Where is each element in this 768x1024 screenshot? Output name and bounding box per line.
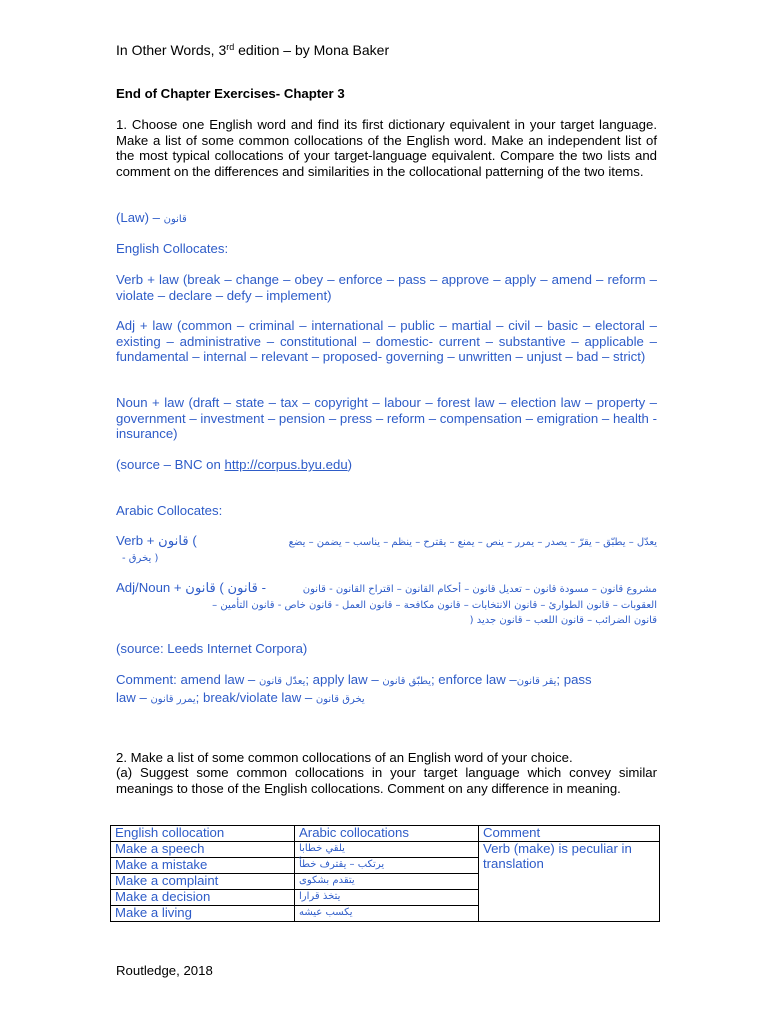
word-line-english: (Law) – [116,210,164,225]
source-leeds: (source: Leeds Internet Corpora) [116,641,308,656]
adjnoun-line3: قانون الضرائب – قانون اللعب – قانون جديد ( [469,615,657,627]
header-title-suffix: edition – by Mona Baker [234,42,390,58]
exercise2-prompt-a: (a) Suggest some common collocations in your target language which convey similar meanings to those of the English collocations. Comment on any difference in meaning. [116,765,657,796]
verb-arabic-line2: - يخرق ) [122,552,159,564]
table-header-comment: Comment [479,826,660,842]
chapter-heading: End of Chapter Exercises- Chapter 3 [116,86,345,101]
comment-arabic-amend: يعدّل قانون [258,676,306,687]
source-bnc [116,457,657,473]
comment-pass: ; pass [556,672,592,687]
table-cell-arabic: يلقي خطابا [295,842,479,858]
adjnoun-label: Adj/Noun + قانون ) قانون - [116,580,267,595]
table-cell-english: Make a speech [111,842,295,858]
noun-law-collocates: Noun + law (draft – state – tax – copyright – labour – forest law – election law – property – government – investment – pension – press – reform – compensation – emigration – health - insurance) [116,395,657,442]
footer-year: , 2018 [176,963,213,978]
word-line [116,210,657,228]
comment-break: ; break/violate law – [195,689,316,705]
comment-label: Comment: amend law – [116,672,259,687]
table-cell-english: Make a decision [111,890,295,906]
comment-law: law – [116,689,151,705]
comment-block [116,672,657,707]
table-cell-english: Make a complaint [111,874,295,890]
table-cell-comment: Verb (make) is peculiar in translation [479,842,660,922]
table-cell-arabic: يتخذ قرارا [295,890,479,906]
exercise1-prompt: 1. Choose one English word and find its first dictionary equivalent in your target language. Make a list of some common collocations of the English word. Make an independent list of the most typical collocations of your target-language equivalent. Compare the two lists and comment on the differences and similarities in the collocational patterning of the two items. [116,117,657,179]
table-cell-arabic: يرتكب – يقترف خطأ [295,858,479,874]
comment-arabic-enforce: يقر قانون [516,676,557,687]
comment-arabic-apply: يطبّق قانون [382,676,431,687]
page-footer [116,963,213,978]
header-superscript: rd [226,42,235,52]
table-header-english: English collocation [111,826,295,842]
word-line-arabic: قانون [163,214,187,225]
arabic-collocates-label: Arabic Collocates: [116,503,223,518]
verb-law-collocates: Verb + law (break – change – obey – enforce – pass – approve – apply – amend – reform – violate – declare – defy – implement) [116,272,657,303]
verb-arabic-label: Verb + قانون ( [116,533,197,548]
comment-enforce: ; enforce law – [430,672,517,687]
verb-arabic-collocates [116,533,657,566]
comment-arabic-break: يخرق قانون [315,693,365,705]
table-header-arabic: Arabic collocations [295,826,479,842]
source-prefix: (source – BNC on [116,457,225,472]
table-cell-arabic: يتقدم بشكوى [295,874,479,890]
header-title-prefix: In Other Words, 3 [116,42,227,58]
table-row [111,842,660,858]
table-header-row [111,826,660,842]
footer-publisher: Routledge [116,963,177,978]
adjnoun-arabic-collocates [116,580,657,629]
table-cell-arabic: يكسب عيشه [295,906,479,922]
source-suffix: ) [347,457,353,472]
corpus-link[interactable]: http://corpus.byu.edu [224,457,348,472]
collocation-table [110,825,660,922]
adj-law-collocates: Adj + law (common – criminal – international – public – martial – civil – basic – electoral – existing – administrative – constitutional – domestic- current – substantive – applicable – fundamental – internal – relevant – proposed- governing – unwritten – unjust – bad – strict) [116,318,657,365]
exercise2-prompt: 2. Make a list of some common collocations of an English word of your choice. [116,750,573,765]
english-collocates-label: English Collocates: [116,241,229,256]
adjnoun-line2: العقوبات – قانون الطوارئ – قانون الانتخابات – قانون مكافحة – قانون العمل - قانون خاص - قانون التأمين – [212,599,657,611]
adjnoun-line1: مشروع قانون – مسودة قانون – تعديل قانون – أحكام القانون – اقتراح القانون - قانون [302,584,657,595]
table-cell-english: Make a living [111,906,295,922]
verb-arabic-list: يعدّل – يطبّق – يقرّ – يصدر – يمرر – ينص – يمنع – يقترح – ينظم – يناسب – يضمن – يضع [288,537,657,548]
comment-apply: ; apply law – [305,672,383,687]
document-header [116,43,657,59]
comment-arabic-pass: يمرر قانون [150,693,196,705]
table-cell-english: Make a mistake [111,858,295,874]
